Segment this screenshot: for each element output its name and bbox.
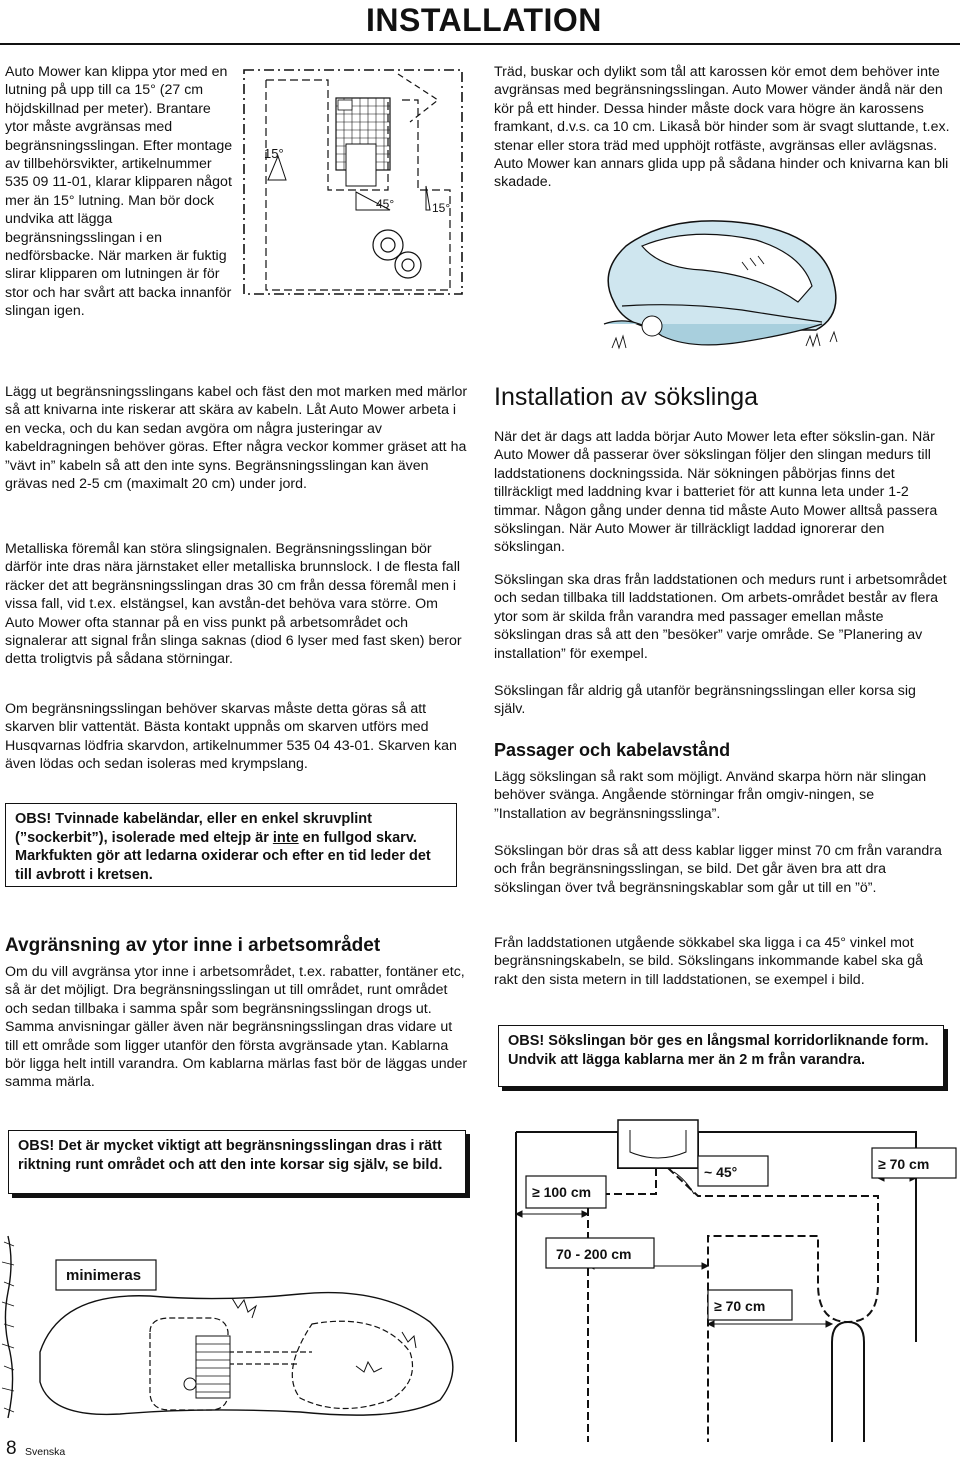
metal-paragraph: Metalliska föremål kan störa slingsignalen. Begränsningsslingan bör därför inte dras nära järnstaket eller metalliska brunnslock. I de flesta fall räcker det att begränsningsslingan dras 30 cm från dessa föremål men i vissa fall, vid t.ex. elstängsel, kan avstån-det behöva vara större. Om Auto Mower ofta stannar på en viss punkt på arbetsområdet och signalerar att signal från slinga saknas (diod 6 lyser med fast sken) beror detta troligtvis på sådana störningar.: [5, 541, 462, 668]
slope-label-15b: 15°: [432, 201, 451, 215]
minimize-diagram: [0, 1232, 470, 1420]
avgransning-paragraph: Om du vill avgränsa ytor inne i arbetsområdet, t.ex. rabatter, fontäner etc, så är det möjligt. Dra begränsningsslingan ut till området, runt området och sedan tillbaka i samma spår som begränsningsslingan drogs ut. Samma anvisningar gäller även när begränsningsslingan dras vidare ut till ett område som ligger utanför den första avgränsade ytan. Kablarna bör ligga helt intill varandra. Om kablarna märlas fast bör de läggas under samma märla.: [5, 964, 468, 1091]
obs-direction-box: [8, 1130, 466, 1194]
header-rule: [0, 43, 960, 45]
cable-paragraph: Lägg ut begränsningsslingans kabel och fäst den mot marken med märlor så att knivarna inte riskerar att skära av kabeln. Låt Auto Mower arbeta i en vecka, och du kan sedan avgöra om några justeringar av kabeldragningen behöver göras. Efter några veckor kommer gräset att ha ”vävt in” kabeln så att den inte syns. Begränsningsslingan kan även grävas ned 2-5 cm (maximalt 20 cm) under jord.: [5, 384, 468, 493]
obs-splice-underline: inte: [272, 829, 299, 846]
soksling-paragraph-2: Sökslingan ska dras från laddstationen och medurs runt i arbetsområdet och sedan tillbaka till laddstationen. Om arbets-området består av flera ytor som är skilda från varandra med passager emellan måste sökslingan dras så att den ”besöker” varje område. Se ”Planering av installation” för exempel.: [494, 572, 947, 662]
passager-paragraph-1: Lägg sökslingan så rakt som möjligt. Använd skarpa hörn när slingan behöver svänga. Angående störningar från omgiv-ningen, se ”Installation av begränsningsslinga”.: [494, 769, 927, 822]
cable-distance-diagram: [498, 1118, 958, 1450]
passager-heading: Passager och kabelavstånd: [494, 740, 731, 760]
slope-paragraph: Auto Mower kan klippa ytor med en lutning på upp till ca 15° (27 cm höjdskillnad per meter). Brantare ytor måste avgränsas med begränsningsslingan. Efter montage av tillbehörsvikter, artikelnummer 535 09 11-01, klarar klipparen något mer än 15° lutning. Man bör dock undvika att lägga begränsningsslingan i en nedförsbacke. När marken är fuktig slirar klipparen om lutningen är för stor och har svårt att backa innanför slingan igen.: [5, 64, 233, 320]
page-language: Svenska: [25, 1446, 66, 1458]
page-header-title: INSTALLATION: [366, 2, 602, 38]
mower-illustration: [592, 206, 854, 356]
avgransning-heading: Avgränsning av ytor inne i arbetsområdet: [5, 935, 381, 956]
soksling-paragraph-3: Sökslingan får aldrig gå utanför begränsningsslingan eller korsa sig själv.: [494, 683, 916, 718]
dist-label-100: ≥ 100 cm: [532, 1184, 592, 1200]
minimize-label: minimeras: [66, 1267, 142, 1284]
dist-label-70a: ≥ 70 cm: [878, 1156, 930, 1172]
obs-corridor-box: [498, 1025, 944, 1087]
splice-paragraph: Om begränsningsslingan behöver skarvas måste detta göras så att skarven blir vattentät. Bästa kontakt uppnås om skarven utförs med Husqvarnas lödfria skarvdon, artikelnummer 535 04 43-01. Skarven kan även lödas och sedan isoleras med krympslang.: [5, 701, 457, 773]
passager-paragraph-3: Från laddstationen utgående sökkabel ska ligga i ca 45° vinkel mot begränsningskabeln, se bild. Sökslingans inkommande kabel ska gå rakt den sista metern in till laddstationen, se exempel i bild.: [494, 935, 924, 988]
dist-label-70b: ≥ 70 cm: [714, 1298, 766, 1314]
slope-diagram: [238, 60, 470, 300]
soksling-paragraph-1: När det är dags att ladda börjar Auto Mower leta efter sökslin-gan. När Auto Mower då passerar över sökslingan följer den slingan medurs till laddstationens dockningssida. När sökningen påbörjas finns det tillräckligt med laddning kvar i batteriet för att kunna leta under 1-2 timmar. Någon gång under denna tid måste Auto Mower alltså passera sökslingan. När Auto Mower är tillräckligt laddad ignorerar den sökslingan.: [494, 429, 938, 556]
slope-label-15a: 15°: [264, 146, 284, 161]
obstacles-paragraph: Träd, buskar och dylikt som tål att karossen kör emot dem behöver inte avgränsas med begränsningsslingan. Auto Mower vänder ändå när den kör på ett hinder. Dessa hinder måste dock vara högre än karossens framkant, d.v.s. ca 10 cm. Likaså bör hinder som är svagt sluttande, t.ex. stenar eller stora träd med upphöjt rotfäste, avgränsas eller avlägsnas. Auto Mower kan annars glida upp på sådana hinder och knivarna kan bli skadade.: [494, 64, 950, 191]
obs-splice-text-1: OBS! Tvinnade kabeländar, eller en enkel skruvplint (”sockerbit”), isolerade med eltejp är: [15, 811, 372, 846]
obs-corridor-text: OBS! Sökslingan bör ges en långsmal korridorliknande form. Undvik att lägga kablarna mer än 2 m från varandra.: [508, 1033, 929, 1068]
obs-splice-box: [5, 803, 457, 887]
obs-splice-text-2: en fullgod skarv. Markfukten gör att ledarna oxiderar och efter en tid leder det till avbrott i kretsen.: [15, 829, 431, 883]
dist-label-45: ~ 45°: [704, 1164, 738, 1180]
page-number: 8: [6, 1438, 17, 1459]
dist-label-range: 70 - 200 cm: [556, 1246, 632, 1262]
passager-paragraph-2: Sökslingan bör dras så att dess kablar ligger minst 70 cm från varandra och från begränsningsslingan, se bild. Det går även bra att dra sökslingan över två begränsningskablar som går ut till en ”ö”.: [494, 843, 942, 896]
soksling-heading: Installation av sökslinga: [494, 383, 759, 411]
obs-direction-text: OBS! Det är mycket viktigt att begränsningsslingan dras i rätt riktning runt området och att den inte korsar sig själv, se bild.: [18, 1138, 443, 1173]
slope-label-45: 45°: [376, 197, 395, 211]
